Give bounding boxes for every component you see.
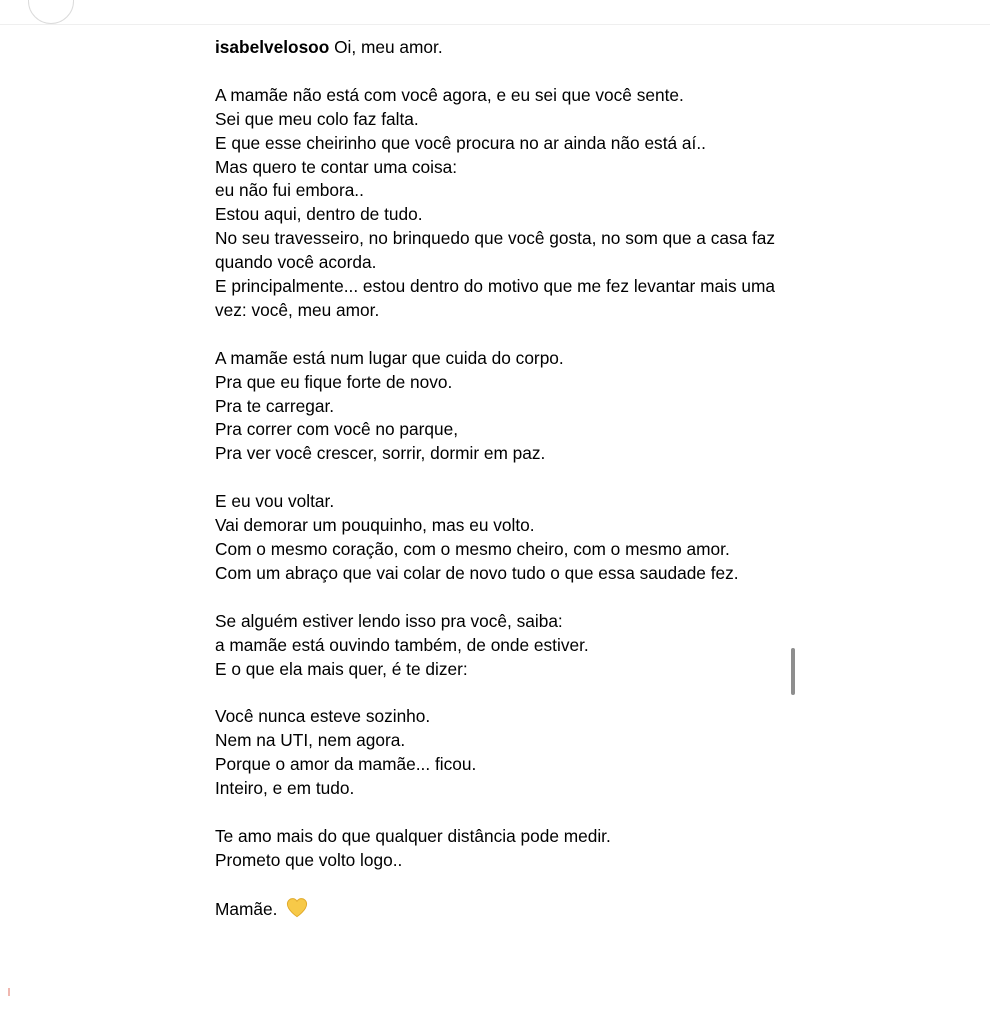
caption-paragraph-2 <box>215 347 795 467</box>
caption-line: Se alguém estiver lendo isso pra você, saiba: <box>215 610 563 631</box>
signature-text: Mamãe. <box>215 898 278 919</box>
caption-line: Sei que meu colo faz falta. <box>215 108 419 129</box>
caption-line: Te amo mais do que qualquer distância pode medir. <box>215 825 611 846</box>
caption-line: Mas quero te contar uma coisa: <box>215 156 458 177</box>
caption-line: E o que ela mais quer, é te dizer: <box>215 658 468 679</box>
caption-line: Inteiro, e em tudo. <box>215 778 355 799</box>
caption-line: E eu vou voltar. <box>215 491 335 512</box>
caption-line: E que esse cheirinho que você procura no ar ainda não está aí.. <box>215 132 706 153</box>
caption-line: A mamãe não está com você agora, e eu sei que você sente. <box>215 84 684 105</box>
caption-line: Você nunca esteve sozinho. <box>215 706 431 727</box>
caption-line: Com um abraço que vai colar de novo tudo o que essa saudade fez. <box>215 562 739 583</box>
caption-line: Pra que eu fique forte de novo. <box>215 371 453 392</box>
caption-line: No seu travesseiro, no brinquedo que você gosta, no som que a casa faz quando você acorda. <box>215 228 776 273</box>
caption-paragraph-4 <box>215 610 795 682</box>
scrollbar-thumb[interactable] <box>791 648 795 695</box>
caption-line: Com o mesmo coração, com o mesmo cheiro, com o mesmo amor. <box>215 538 730 559</box>
post-header-bar <box>0 0 990 25</box>
greeting-text: Oi, meu amor. <box>334 37 443 57</box>
caption-line: Nem na UTI, nem agora. <box>215 730 406 751</box>
caption-line: A mamãe está num lugar que cuida do corpo. <box>215 347 564 368</box>
post-caption <box>215 36 795 924</box>
caption-first-line <box>215 36 795 60</box>
caption-paragraph-1 <box>215 84 795 323</box>
caption-line: Pra correr com você no parque, <box>215 419 459 440</box>
caption-line: Prometo que volto logo.. <box>215 849 403 870</box>
edge-decoration <box>8 988 10 996</box>
caption-line: eu não fui embora.. <box>215 180 364 201</box>
caption-line: Pra te carregar. <box>215 395 335 416</box>
caption-line: Pra ver você crescer, sorrir, dormir em paz. <box>215 443 546 464</box>
caption-paragraph-5 <box>215 705 795 801</box>
caption-paragraph-6 <box>215 825 795 873</box>
caption-line: E principalmente... estou dentro do motivo que me fez levantar mais uma vez: você, meu amor. <box>215 276 776 320</box>
username-link[interactable]: isabelvelosoo <box>215 37 330 57</box>
caption-paragraph-3 <box>215 490 795 586</box>
yellow-heart-icon <box>286 897 308 925</box>
caption-line: Vai demorar um pouquinho, mas eu volto. <box>215 515 535 536</box>
caption-line: Estou aqui, dentro de tudo. <box>215 204 423 225</box>
avatar[interactable] <box>28 0 74 24</box>
caption-line: Porque o amor da mamãe... ficou. <box>215 754 477 775</box>
caption-signature <box>215 897 795 925</box>
caption-line: a mamãe está ouvindo também, de onde estiver. <box>215 634 589 655</box>
